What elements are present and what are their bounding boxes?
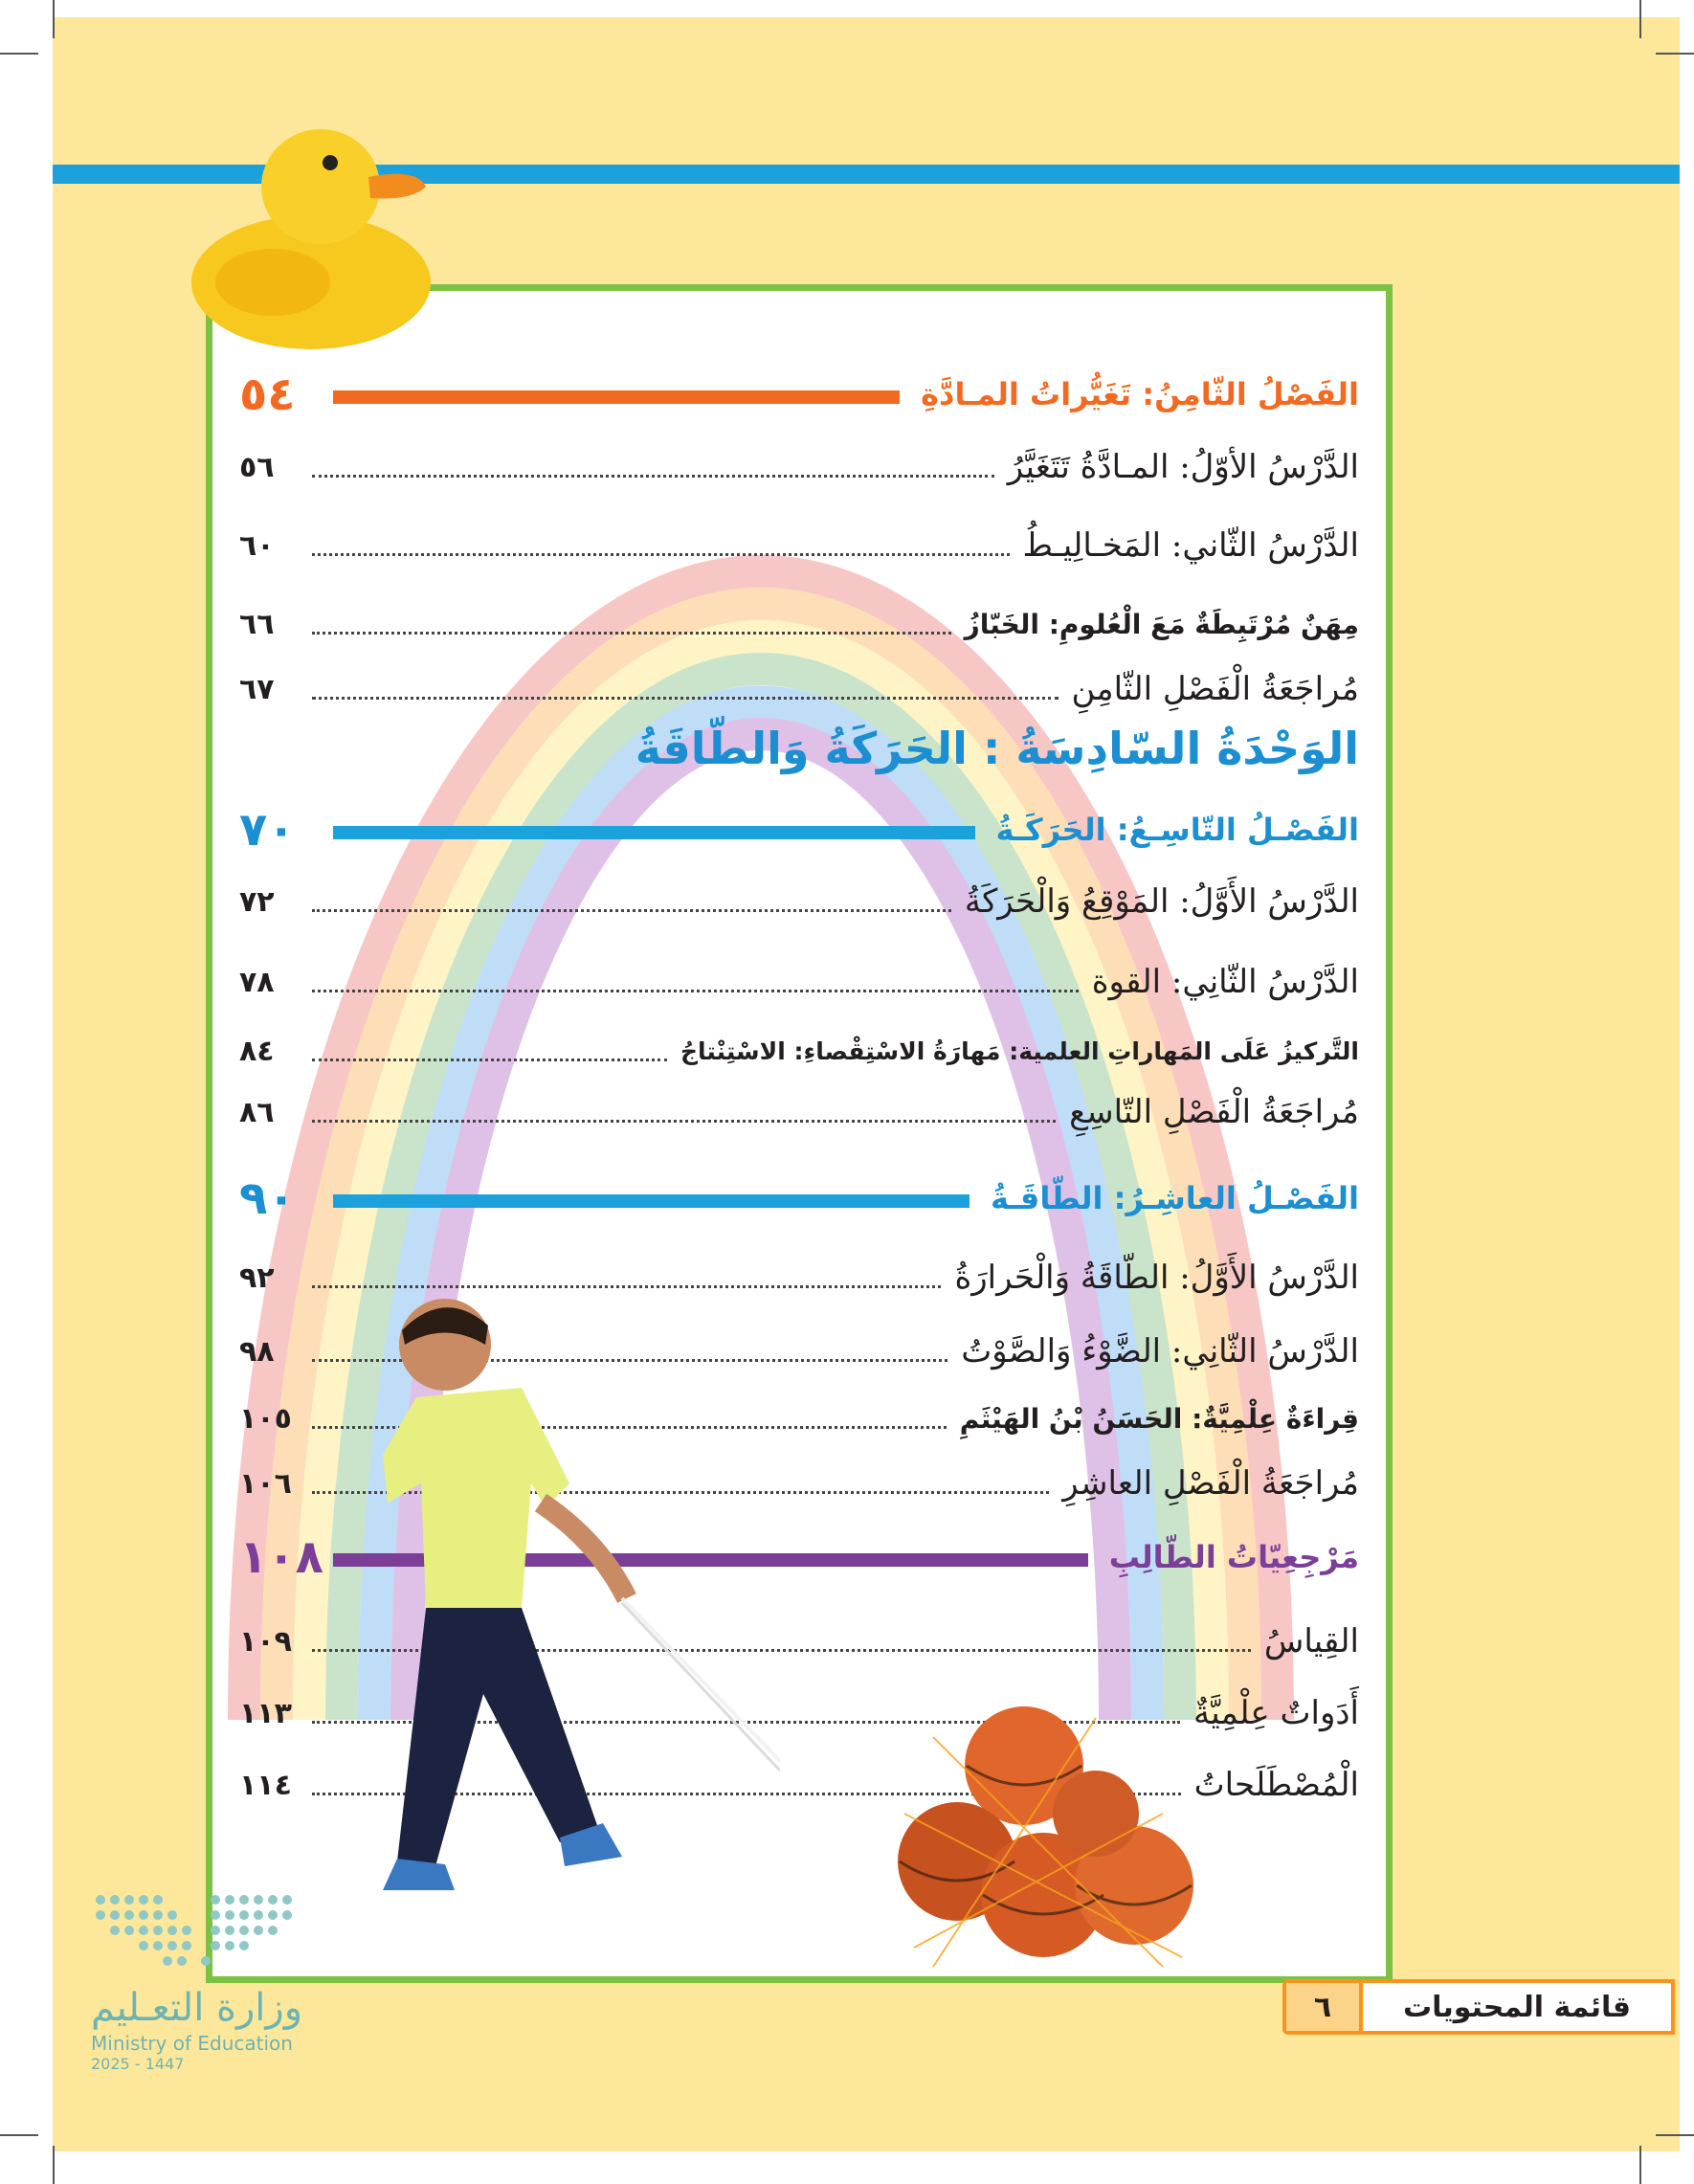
chapter-9-heading[interactable] xyxy=(239,799,1359,860)
entry-title: مُراجَعَةُ الْفَصْلِ الثّامِنِ xyxy=(1071,670,1359,708)
footer-section-tab xyxy=(1282,1979,1675,2035)
toc-entry[interactable] xyxy=(239,595,1359,653)
chapter-8-heading[interactable] xyxy=(239,364,1359,425)
dot-leader xyxy=(312,553,1010,556)
entry-page: ٦٧ xyxy=(239,672,275,706)
crop-mark xyxy=(1639,0,1641,38)
chapter-page: ٥٤ xyxy=(239,368,296,421)
chapter-page: ١٠٨ xyxy=(239,1530,323,1584)
crop-mark xyxy=(0,53,38,55)
entry-page: ١٠٩ xyxy=(239,1624,292,1659)
entry-title: أَدَواتٌ عِلْمِيَّةٌ xyxy=(1193,1694,1359,1732)
chapter-title: الفَصْلُ الثّامِنُ: تَغَيُّراتُ المـادَّةِ xyxy=(921,376,1359,412)
entry-title: مُراجَعَةُ الْفَصْلِ التّاسِعِ xyxy=(1069,1093,1359,1131)
toc-entry[interactable] xyxy=(239,660,1359,718)
footer-section-label: قائمة المحتويات xyxy=(1403,1990,1631,2024)
entry-title: قِراءَةٌ عِلْمِيَّةٌ: الحَسَنُ بْنُ الهَيْثَمِ xyxy=(959,1402,1359,1435)
entry-title: الدَّرْسُ الثّاني: المَخـالِيـطُ xyxy=(1022,526,1359,565)
entry-page: ٧٢ xyxy=(239,884,275,919)
entry-page: ٨٦ xyxy=(239,1095,275,1129)
dot-leader xyxy=(312,990,1079,992)
chapter-title: مَرْجِعِيّاتُ الطّالِبِ xyxy=(1108,1539,1359,1575)
entry-title: التَّركيزُ عَلَى المَهاراتِ العلمية: مَهارَةُ الاسْتِقْصاءِ: الاسْتِنْتاجُ xyxy=(680,1036,1359,1065)
entry-page: ١٠٦ xyxy=(239,1466,292,1501)
dot-leader xyxy=(312,909,951,912)
crop-mark xyxy=(53,0,55,38)
chapter-bar xyxy=(333,1194,970,1208)
entry-title: الدَّرْسُ الأوّلُ: المـادَّةُ تَتَغَيَّرُ xyxy=(1007,448,1359,486)
rubber-duck-image xyxy=(187,100,445,359)
chapter-bar xyxy=(333,390,900,404)
entry-title: الْمُصْطَلَحاتُ xyxy=(1193,1766,1359,1804)
ministry-name-ar: وزارة التعـليم xyxy=(91,1986,303,2030)
ministry-logo xyxy=(91,1881,311,2073)
entry-title: مُراجَعَةُ الْفَصْلِ العاشِرِ xyxy=(1062,1464,1359,1503)
ministry-dots-icon xyxy=(91,1881,311,1986)
entry-page: ٧٨ xyxy=(239,965,275,999)
chapter-page: ٧٠ xyxy=(239,803,296,857)
dot-leader xyxy=(312,1059,667,1061)
ministry-name-en: Ministry of Education xyxy=(91,2032,293,2055)
entry-page: ١٠٥ xyxy=(239,1401,292,1436)
crop-mark xyxy=(1656,53,1694,55)
crop-mark xyxy=(1639,2146,1641,2184)
toc-entry[interactable] xyxy=(239,438,1359,496)
chapter-bar xyxy=(333,826,975,839)
entry-title: الدَّرْسُ الأَوَّلُ: الطّاقَةُ وَالْحَرارَةُ xyxy=(954,1259,1359,1297)
toc-entry[interactable] xyxy=(239,1022,1359,1080)
dot-leader xyxy=(312,697,1059,700)
entry-title: الدَّرْسُ الأَوَّلُ: المَوْقِعُ وَالْحَرَكَةُ xyxy=(964,882,1359,921)
crop-mark xyxy=(53,2146,55,2184)
entry-page: ٩٨ xyxy=(239,1334,275,1369)
entry-title: مِهَنٌ مُرْتَبِطَةٌ مَعَ الْعُلومِ: الخَبّازُ xyxy=(964,608,1359,640)
dot-leader xyxy=(312,632,951,635)
footer-page-number: ٦ xyxy=(1286,1983,1363,2031)
crop-mark xyxy=(0,2134,38,2136)
entry-page: ١١٤ xyxy=(239,1768,292,1802)
toc-entry[interactable] xyxy=(239,517,1359,574)
entry-page: ٥٦ xyxy=(239,450,275,484)
entry-title: القِياسُ xyxy=(1263,1622,1359,1660)
chapter-10-heading[interactable] xyxy=(239,1168,1359,1229)
crop-mark xyxy=(1656,2134,1694,2136)
basketballs-net-image xyxy=(876,1699,1201,1976)
dot-leader xyxy=(312,1285,941,1288)
entry-page: ١١٣ xyxy=(239,1696,292,1730)
entry-page: ٨٤ xyxy=(239,1034,275,1068)
unit-6-heading: الوَحْدَةُ السّادِسَةُ : الحَرَكَةُ وَالطّاقَةُ xyxy=(635,723,1359,774)
boy-pulling-image xyxy=(378,1292,780,1933)
chapter-title: الفَصْـلُ العاشِـرُ: الطّاقَـةُ xyxy=(991,1180,1359,1216)
chapter-title: الفَصْـلُ التّاسِـعُ: الحَرَكَـةُ xyxy=(995,812,1359,848)
ministry-year: 2025 - 1447 xyxy=(91,2055,185,2073)
chapter-page: ٩٠ xyxy=(239,1171,296,1225)
entry-title: الدَّرْسُ الثّانِي: الضَّوْءُ وَالصَّوْتُ xyxy=(961,1332,1359,1371)
toc-entry[interactable] xyxy=(239,953,1359,1011)
toc-entry[interactable] xyxy=(239,873,1359,930)
dot-leader xyxy=(312,1120,1056,1123)
entry-page: ٦٦ xyxy=(239,607,275,641)
entry-page: ٦٠ xyxy=(239,528,275,563)
toc-entry[interactable] xyxy=(239,1083,1359,1141)
dot-leader xyxy=(312,475,994,478)
entry-page: ٩٢ xyxy=(239,1260,275,1295)
entry-title: الدَّرْسُ الثّانِي: القوة xyxy=(1091,963,1359,1001)
